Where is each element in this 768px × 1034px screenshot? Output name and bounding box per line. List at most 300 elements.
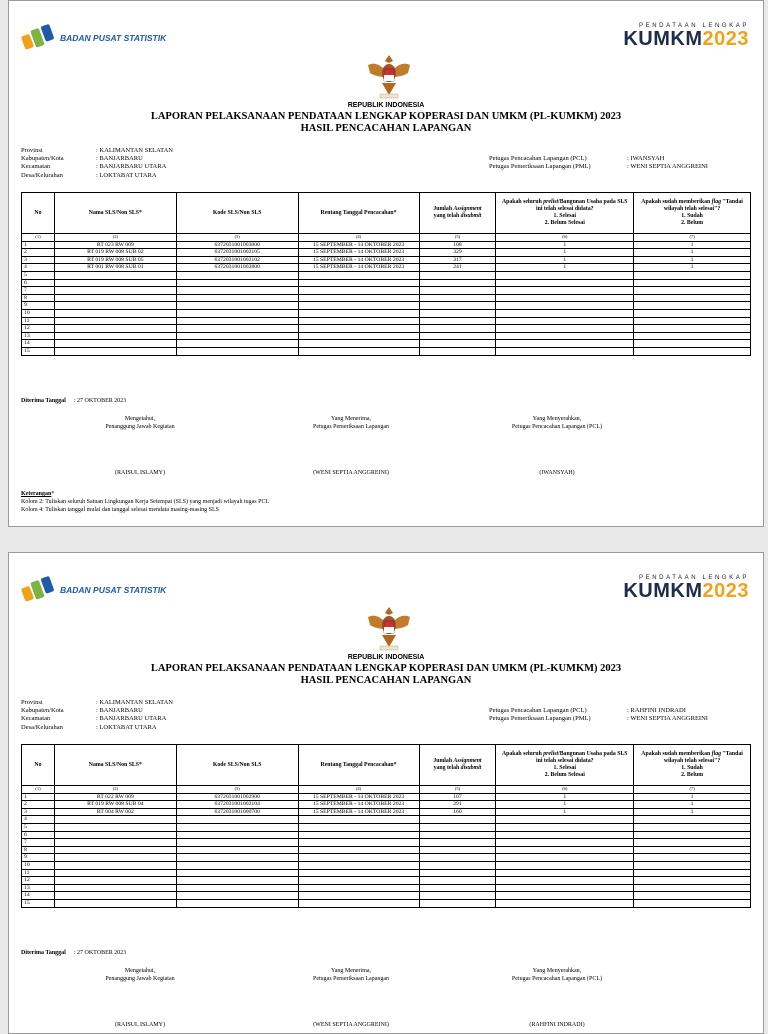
table-cell [176, 309, 298, 317]
table-row [22, 271, 751, 279]
table-cell: 15 SEPTEMBER - 14 OKTOBER 2023 [298, 793, 419, 801]
table-cell [176, 823, 298, 831]
table-cell: 1 [496, 801, 634, 809]
signature-pj-caption: Mengetahui, [124, 968, 156, 974]
kecamatan-value: : BANJARBARU UTARA [96, 715, 167, 723]
col-number: (4) [298, 786, 419, 794]
table-cell [496, 309, 634, 317]
table-cell: 5 [22, 271, 55, 279]
table-cell [419, 309, 496, 317]
received-date [21, 950, 126, 956]
table-cell [419, 340, 496, 348]
bps-emblem-icon [21, 575, 57, 605]
table-cell: 1 [634, 801, 751, 809]
table-cell [419, 861, 496, 869]
kabkota-label: Kabupaten/Kota [21, 155, 64, 163]
table-cell [298, 854, 419, 862]
table-cell: RT 001 RW 008 SUB 01 [54, 264, 176, 272]
table-cell: 108 [419, 241, 496, 249]
table-cell [419, 332, 496, 340]
signature-pj [40, 967, 240, 1029]
table-cell [54, 816, 176, 824]
desa-label: Desa/Kelurahan [21, 171, 63, 179]
table-cell: 1 [496, 241, 634, 249]
table-cell [634, 309, 751, 317]
table-cell [54, 869, 176, 877]
note-line-1: Kolom 2: Tuliskan seluruh Satuan Lingkungan Kerja Setempat (SLS) yang menjadi wilayah tugas PCL [21, 499, 270, 505]
table-cell [298, 846, 419, 854]
table-cell [419, 294, 496, 302]
table-cell [496, 884, 634, 892]
table-cell: 4 [22, 264, 55, 272]
table-row [22, 256, 751, 264]
col-flag-header: Apakah sudah memberikan flag "Tandai wilayah telah selesai"? 1. Sudah 2. Belum [634, 193, 751, 234]
table-cell [634, 816, 751, 824]
table-cell [634, 347, 751, 355]
signature-pj-name: (RAISUL ISLAMY) [115, 1022, 165, 1028]
table-row [22, 854, 751, 862]
table-row [22, 309, 751, 317]
table-cell: 160 [419, 808, 496, 816]
table-row [22, 332, 751, 340]
garuda-emblem-icon [364, 51, 414, 101]
table-cell: 15 SEPTEMBER - 14 OKTOBER 2023 [298, 249, 419, 257]
signature-giver-name: (IWANSYAH) [539, 470, 575, 476]
table-cell: 241 [419, 264, 496, 272]
table-cell [54, 846, 176, 854]
bps-logo [21, 575, 166, 605]
table-cell [419, 831, 496, 839]
table-row [22, 839, 751, 847]
table-cell [419, 884, 496, 892]
kumkm-subtitle: PENDATAAN LENGKAP [639, 575, 749, 581]
table-cell [176, 839, 298, 847]
table-cell [419, 854, 496, 862]
table-cell [54, 309, 176, 317]
signature-pj-caption: Mengetahui, [124, 416, 156, 422]
col-flag-header: Apakah sudah memberikan flag "Tandai wilayah telah selesai"? 1. Sudah 2. Belum [634, 745, 751, 786]
table-row [22, 347, 751, 355]
table-cell: RT 019 RW 008 SUB 05 [54, 256, 176, 264]
table-row [22, 861, 751, 869]
table-cell [496, 854, 634, 862]
table-cell [176, 884, 298, 892]
table-row [22, 241, 751, 249]
table-cell [298, 287, 419, 295]
provinsi-label: Provinsi [21, 147, 43, 154]
bps-emblem-icon [21, 23, 57, 53]
received-date [21, 398, 126, 404]
table-cell [496, 332, 634, 340]
table-cell [298, 869, 419, 877]
table-cell [176, 831, 298, 839]
table-cell: 317 [419, 256, 496, 264]
table-cell [634, 340, 751, 348]
col-number: (4) [298, 234, 419, 242]
table-cell [54, 839, 176, 847]
col-number: (6) [496, 786, 634, 794]
table-row [22, 287, 751, 295]
signature-receiver [251, 415, 451, 477]
table-cell [419, 839, 496, 847]
signature-receiver-role: Petugas Pemeriksaan Lapangan [313, 976, 389, 982]
table-row [22, 892, 751, 900]
table-cell [298, 892, 419, 900]
table-cell [496, 340, 634, 348]
col-number: (2) [54, 234, 176, 242]
col-number: (1) [22, 786, 55, 794]
table-row [22, 801, 751, 809]
table-cell [419, 877, 496, 885]
table-cell [54, 899, 176, 907]
table-cell [54, 854, 176, 862]
table-cell [298, 884, 419, 892]
table-row [22, 808, 751, 816]
table-cell: 3 [22, 808, 55, 816]
table-cell: 2 [22, 801, 55, 809]
kecamatan-value: : BANJARBARU UTARA [96, 163, 167, 171]
table-cell [634, 287, 751, 295]
table-cell [176, 279, 298, 287]
col-number: (5) [419, 234, 496, 242]
col-number: (3) [176, 786, 298, 794]
table-cell [634, 279, 751, 287]
table-cell: 6372031001002102 [176, 256, 298, 264]
table-row [22, 846, 751, 854]
table-cell: 15 SEPTEMBER - 14 OKTOBER 2023 [298, 256, 419, 264]
kumkm-logo [623, 575, 749, 601]
table-cell [176, 861, 298, 869]
report-title: LAPORAN PELAKSANAAN PENDATAAN LENGKAP KOPERASI DAN UMKM (PL-KUMKM) 2023 [150, 111, 622, 122]
table-cell: 1 [634, 808, 751, 816]
table-cell [634, 294, 751, 302]
table-cell [176, 816, 298, 824]
pml-label: Petugas Pemeriksaan Lapangan (PML) [489, 715, 591, 723]
table-cell [54, 823, 176, 831]
table-cell: 8 [22, 294, 55, 302]
sls-table [21, 192, 751, 356]
col-no-header: No [22, 745, 55, 786]
table-cell [176, 846, 298, 854]
officer-info [489, 707, 708, 723]
table-cell [634, 271, 751, 279]
table-cell: 13 [22, 884, 55, 892]
report-subtitle: HASIL PENCACAHAN LAPANGAN [300, 123, 472, 134]
pml-label: Petugas Pemeriksaan Lapangan (PML) [489, 163, 591, 171]
table-cell [634, 899, 751, 907]
signature-receiver [251, 967, 451, 1029]
kumkm-year: 2023 [702, 580, 749, 602]
table-cell [54, 279, 176, 287]
table-cell [298, 302, 419, 310]
kabkota-label: Kabupaten/Kota [21, 707, 64, 715]
note-line-2: Kolom 4: Tuliskan tanggal mulai dan tanggal selesai mendata masing-masing SLS [21, 507, 219, 513]
table-cell: 14 [22, 340, 55, 348]
table-cell [298, 340, 419, 348]
table-cell: 1 [22, 793, 55, 801]
table-cell: 6 [22, 279, 55, 287]
table-cell: 1 [496, 256, 634, 264]
table-cell: 1 [634, 249, 751, 257]
kumkm-wordmark [623, 29, 749, 49]
signature-giver-name: (RAHFINI INDRADI) [529, 1022, 585, 1028]
table-cell [54, 271, 176, 279]
table-cell [634, 317, 751, 325]
table-cell: 8 [22, 846, 55, 854]
table-cell [176, 877, 298, 885]
table-cell [496, 816, 634, 824]
table-row [22, 264, 751, 272]
table-cell: 13 [22, 332, 55, 340]
signature-receiver-name: (WENI SEPTIA ANGGREINI) [313, 1022, 389, 1028]
officer-info [489, 155, 708, 171]
table-cell [634, 302, 751, 310]
table-cell [176, 347, 298, 355]
col-number: (7) [634, 786, 751, 794]
table-cell [298, 325, 419, 333]
provinsi-value: : KALIMANTAN SELATAN [96, 699, 173, 706]
signature-receiver-role: Petugas Pemeriksaan Lapangan [313, 424, 389, 430]
kumkm-word: KUMKM [623, 28, 703, 50]
signature-giver-caption: Yang Menyerahkan, [532, 968, 582, 974]
table-cell [634, 823, 751, 831]
col-code-header: Kode SLS/Non SLS [176, 745, 298, 786]
col-name-header: Nama SLS/Non SLS* [54, 193, 176, 234]
kabkota-value: : BANJARBARU [96, 155, 143, 163]
table-cell [496, 839, 634, 847]
table-row [22, 325, 751, 333]
republic-label: REPUBLIK INDONESIA [347, 654, 425, 661]
col-assignment-header: Jumlah Assignment yang telah disubmit [419, 193, 496, 234]
table-cell [419, 823, 496, 831]
table-cell [496, 869, 634, 877]
table-cell [54, 325, 176, 333]
col-no-header: No [22, 193, 55, 234]
table-cell [419, 869, 496, 877]
table-cell [496, 287, 634, 295]
table-cell: 12 [22, 877, 55, 885]
table-cell [419, 846, 496, 854]
table-cell [54, 287, 176, 295]
table-cell [496, 271, 634, 279]
table-cell: 10 [22, 861, 55, 869]
table-cell: 5 [22, 823, 55, 831]
table-cell [496, 877, 634, 885]
table-cell [54, 892, 176, 900]
table-cell [298, 816, 419, 824]
table-row [22, 340, 751, 348]
table-cell: 3 [22, 256, 55, 264]
column-number-row [22, 234, 751, 242]
table-cell [634, 846, 751, 854]
table-cell [419, 271, 496, 279]
table-cell [176, 287, 298, 295]
table-cell: 7 [22, 287, 55, 295]
table-cell: 329 [419, 249, 496, 257]
table-cell: 6372031001000700 [176, 808, 298, 816]
table-cell [298, 899, 419, 907]
table-row [22, 877, 751, 885]
pcl-value: : RAHFINI INDRADI [627, 707, 686, 714]
col-number: (2) [54, 786, 176, 794]
table-cell: 15 [22, 347, 55, 355]
col-prelist-header: Apakah seluruh prelist/Bangunan Usaha pada SLS ini telah selesai didata? 1. Selesai 2. Belum Selesai [496, 745, 634, 786]
table-cell [298, 279, 419, 287]
table-cell: RT 022 RW 009 [54, 793, 176, 801]
col-date-header: Rentang Tanggal Pencacahan* [298, 193, 419, 234]
table-cell [298, 294, 419, 302]
table-cell [496, 302, 634, 310]
table-cell [634, 332, 751, 340]
bps-name: BADAN PUSAT STATISTIK [60, 33, 167, 43]
signature-receiver-caption: Yang Menerima, [330, 968, 372, 974]
signature-giver-role: Petugas Pencacahan Lapangan (PCL) [511, 976, 603, 982]
table-cell [176, 899, 298, 907]
col-assignment-header: Jumlah Assignment yang telah disubmit [419, 745, 496, 786]
table-cell [634, 869, 751, 877]
table-cell [176, 294, 298, 302]
table-row [22, 869, 751, 877]
signature-pj-role: Penanggung Jawab Kegiatan [105, 976, 175, 982]
table-cell [298, 271, 419, 279]
desa-label: Desa/Kelurahan [21, 723, 63, 731]
pcl-value: : IWANSYAH [627, 155, 665, 162]
table-cell [496, 317, 634, 325]
table-cell [54, 340, 176, 348]
table-cell: 14 [22, 892, 55, 900]
table-row [22, 831, 751, 839]
provinsi-value: : KALIMANTAN SELATAN [96, 147, 173, 154]
received-date-label: Diterima Tanggal [21, 950, 66, 956]
table-cell [634, 861, 751, 869]
sls-table [21, 744, 751, 908]
table-cell: 1 [496, 249, 634, 257]
table-cell [298, 839, 419, 847]
table-cell: 107 [419, 793, 496, 801]
table-cell: RT 023 RW 009 [54, 241, 176, 249]
table-cell [634, 877, 751, 885]
desa-value: : LOKTABAT UTARA [96, 171, 157, 179]
notes-star: * [51, 491, 55, 497]
table-cell [634, 884, 751, 892]
table-cell [496, 892, 634, 900]
kumkm-subtitle: PENDATAAN LENGKAP [639, 23, 749, 29]
table-cell [634, 892, 751, 900]
table-cell: 6372031001002104 [176, 801, 298, 809]
signature-receiver-name: (WENI SEPTIA ANGGREINI) [313, 470, 389, 476]
col-number: (7) [634, 234, 751, 242]
table-cell: 2 [22, 249, 55, 257]
location-info [21, 147, 173, 180]
table-cell [496, 325, 634, 333]
table-cell [419, 287, 496, 295]
signature-pj [40, 415, 240, 477]
table-cell: RT 019 RW 008 SUB 02 [54, 249, 176, 257]
table-cell [419, 816, 496, 824]
col-number: (3) [176, 234, 298, 242]
table-row [22, 302, 751, 310]
table-cell: 9 [22, 854, 55, 862]
table-cell [496, 831, 634, 839]
signature-pj-name: (RAISUL ISLAMY) [115, 470, 165, 476]
table-cell [298, 347, 419, 355]
kumkm-wordmark [623, 581, 749, 601]
bps-name: BADAN PUSAT STATISTIK [60, 585, 167, 595]
table-cell: 10 [22, 309, 55, 317]
table-header-row [22, 193, 751, 234]
table-cell [634, 839, 751, 847]
table-cell [419, 899, 496, 907]
table-row [22, 294, 751, 302]
table-row [22, 884, 751, 892]
table-cell: 1 [634, 256, 751, 264]
table-row [22, 317, 751, 325]
table-cell [54, 317, 176, 325]
table-cell: 1 [22, 241, 55, 249]
table-cell: 15 SEPTEMBER - 14 OKTOBER 2023 [298, 808, 419, 816]
table-cell: 11 [22, 869, 55, 877]
table-row [22, 899, 751, 907]
signature-giver [457, 967, 657, 1029]
table-cell: 15 SEPTEMBER - 14 OKTOBER 2023 [298, 264, 419, 272]
table-cell [176, 869, 298, 877]
kumkm-year: 2023 [702, 28, 749, 50]
table-cell [54, 884, 176, 892]
table-cell [54, 861, 176, 869]
table-cell: 1 [634, 264, 751, 272]
table-cell [54, 302, 176, 310]
bps-logo [21, 23, 166, 53]
table-row [22, 279, 751, 287]
table-cell: 12 [22, 325, 55, 333]
table-cell: RT 004 RW 002 [54, 808, 176, 816]
table-cell [298, 861, 419, 869]
column-number-row [22, 786, 751, 794]
received-date-label: Diterima Tanggal [21, 398, 66, 404]
table-cell [419, 302, 496, 310]
table-cell [54, 831, 176, 839]
table-cell [176, 340, 298, 348]
table-cell [54, 332, 176, 340]
col-code-header: Kode SLS/Non SLS [176, 193, 298, 234]
location-info [21, 699, 173, 732]
table-cell [176, 271, 298, 279]
table-cell [419, 279, 496, 287]
table-cell [298, 877, 419, 885]
table-cell [176, 302, 298, 310]
pcl-label: Petugas Pencacahan Lapangan (PCL) [489, 155, 587, 162]
table-cell [634, 831, 751, 839]
table-cell [496, 861, 634, 869]
signature-giver-role: Petugas Pencacahan Lapangan (PCL) [511, 424, 603, 430]
kumkm-logo [623, 23, 749, 49]
table-cell [176, 325, 298, 333]
signature-receiver-caption: Yang Menerima, [330, 416, 372, 422]
table-cell [176, 892, 298, 900]
table-cell [298, 309, 419, 317]
table-cell: 6372031001002900 [176, 793, 298, 801]
table-cell [298, 332, 419, 340]
kumkm-word: KUMKM [623, 580, 703, 602]
table-cell [634, 325, 751, 333]
col-prelist-header: Apakah seluruh prelist/Bangunan Usaha pada SLS ini telah selesai didata? 1. Selesai 2. Belum Selesai [496, 193, 634, 234]
table-cell [419, 347, 496, 355]
table-cell: 6372031001003000 [176, 241, 298, 249]
col-number: (5) [419, 786, 496, 794]
pml-value: : WENI SEPTIA ANGGREINI [627, 163, 708, 171]
table-cell [634, 854, 751, 862]
table-cell [54, 347, 176, 355]
